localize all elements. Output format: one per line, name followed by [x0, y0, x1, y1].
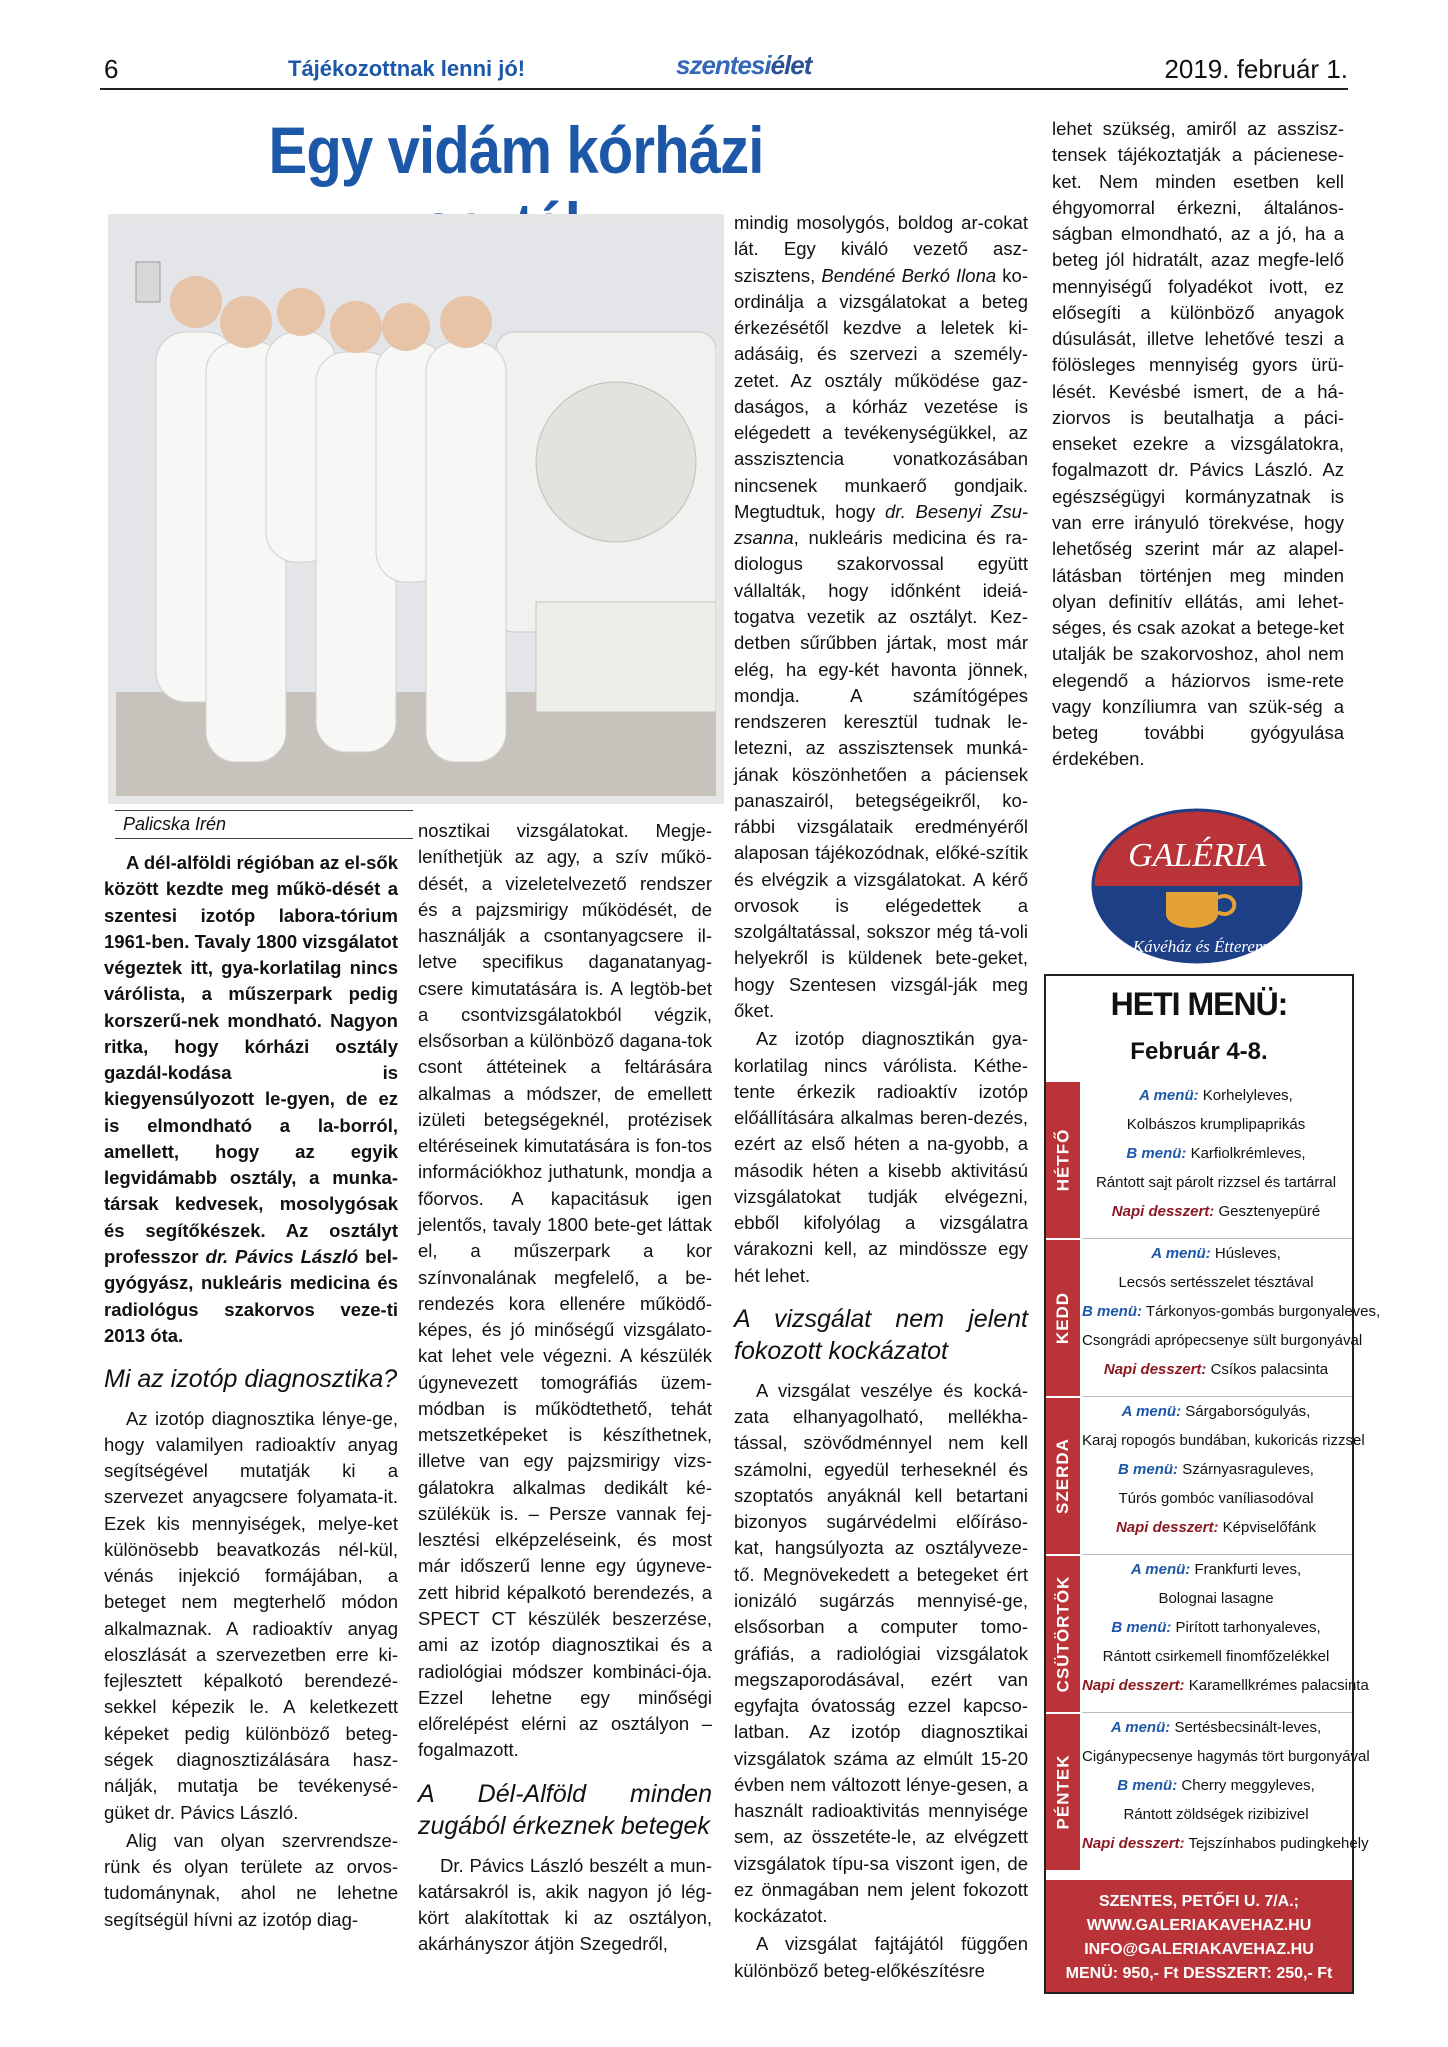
photo-illustration — [116, 222, 716, 796]
day-label: PÉNTEK — [1046, 1714, 1080, 1870]
subheading-2: A Dél-Alföld minden zugából érkeznek betegek — [418, 1779, 712, 1841]
article-column-3 — [734, 210, 1028, 1986]
menu-line: Napi desszert: Csíkos palacsinta — [1103, 1360, 1329, 1378]
masthead-logo: szentesiélet — [676, 50, 812, 80]
article-column-4 — [1052, 116, 1344, 775]
subheading-1: Mi az izotóp diagnosztika? — [104, 1365, 398, 1394]
menu-line: Napi desszert: Tejszínhabos pudingkehely — [1082, 1834, 1369, 1852]
menu-line: B menü: Karfiolkrémleves, — [1126, 1144, 1306, 1162]
menu-line: A menü: Sárgaborsógulyás, — [1121, 1403, 1311, 1420]
paragraph: Alig van olyan szervrendsze-rünk és olyan területe az orvos-tudománynak, ahol ne lehetne segítségül hívni az izotóp diag- — [104, 1829, 398, 1930]
menu-line: Csongrádi aprópecsenye sült burgonyával — [1082, 1331, 1363, 1349]
day-label: CSÜTÖRTÖK — [1046, 1556, 1080, 1712]
page-header — [100, 52, 1348, 90]
menu-line: Bolognai lasagne — [1158, 1589, 1274, 1607]
day-separator — [1082, 1712, 1352, 1713]
paragraph: Az izotóp diagnosztika lénye-ge, hogy valamilyen radioaktív anyag segítségével mutatják ki a szervezet anyagcsere folyamata-it. Ezek kis mennyiségek, melye-ket különösebb beavatkozás nél-kül, vénás injekció formájában, a beteget nem megterhelő módon alkalmaznak. A radioaktív anyag eloszlását a szervezetben erre ki-fejlesztett képalkotó berendezé-sekkel képezik le. A keletkezett képeket pedig különböző beteg-ségek diagnosztizálására hasz-nálják, mutatja be tevékenysé-güket dr. Pávics László. — [104, 1407, 398, 1823]
menu-line: A menü: Húsleves, — [1151, 1245, 1281, 1262]
menu-title: HETI MENÜ: — [1110, 986, 1288, 1022]
paragraph: Dr. Pávics László beszélt a mun-katársakról is, akik nagyon jó lég-kört alakítottak ki az osztályon, akárhányszor átjön Szegedről, — [418, 1854, 712, 1955]
menu-day — [1046, 1398, 1365, 1554]
coffee-cup-icon — [1090, 806, 1304, 972]
menu-line: Rántott csirkemell finomfőzelékkel — [1102, 1647, 1330, 1665]
day-separator — [1082, 1238, 1352, 1239]
menu-line: Napi desszert: Képviselőfánk — [1115, 1518, 1317, 1536]
svg-text:GALÉRIA: GALÉRIA — [1128, 837, 1266, 874]
menu-line: Rántott zöldségek rizibizivel — [1123, 1805, 1309, 1823]
menu-line: A menü: Korhelyleves, — [1139, 1087, 1293, 1104]
menu-line: B menü: Cherry meggyleves, — [1117, 1776, 1315, 1794]
author-byline: Palicska Irén — [115, 810, 413, 839]
day-label: KEDD — [1046, 1240, 1080, 1396]
galeria-logo — [1090, 806, 1304, 972]
day-label: HÉTFŐ — [1046, 1082, 1080, 1238]
paragraph: mindig mosolygós, boldog ar-cokat lát. Egy kiváló vezető asz-szisztens, Bendéné Berkó Ilona ko-ordinálja a vizsgálatokat a beteg érkezésétől kezdve a leletek ki-adásáig, és szervezi a személy-zetet. Az osztály működése gaz-daságos, a kórház vezetése is elégedett a tevékenységükkel, az asszisztencia vonatkozásában nincsenek munkaerő gondjaik. Megtudtuk, hogy dr. Besenyi Zsu-zsanna, nukleáris medicina és ra-diologus szakorvossal együtt vállalták, hogy időnként ideiá-togatva vezetik az osztályt. Kez-detben sűrűbben jártak, most már elég, ha egy-két havonta jönnek, mondja. A számítógépes rendszeren keresztül tudnak le-letezni, az asszisztensek munká-jának köszönhetően a páciensek panaszairól, betegségeikről, ko-rábbi vizsgálataik eredményéről alaposan tájékozódnak, előké-szítik és elvégzik a vizsgálatokat. A kérő orvosok is elégedettek a szolgáltatással, sokszor még tá-voli helyekről is küldenek bete-geket, hogy Szentesen vizsgál-ják meg őket. — [734, 212, 1029, 1021]
header-slogan: Tájékozottnak lenni jó! — [288, 56, 526, 81]
menu-line: Túrós gombóc vaníliasodóval — [1118, 1489, 1314, 1507]
menu-line: A menü: Sertésbecsinált-leves, — [1110, 1719, 1322, 1736]
day-separator — [1082, 1554, 1352, 1555]
menu-line: Napi desszert: Karamellkrémes palacsinta — [1082, 1676, 1369, 1694]
menu-line: B menü: Szárnyasraguleves, — [1118, 1460, 1314, 1478]
menu-line: Cigánypecsenye hagymás tört burgonyával — [1082, 1747, 1370, 1765]
menu-line: B menü: Tárkonyos-gombás burgonyaleves, — [1082, 1302, 1381, 1320]
menu-day — [1046, 1082, 1350, 1238]
page-number: 6 — [104, 54, 119, 84]
paragraph: nosztikai vizsgálatokat. Megje-leníthetjük az agy, a szív műkö-dését, a vizeletelvezető rendszer és a pajzsmirigy működését, de használják a csontanyagcsere il-letve specifikus daganatanyag-csere kimutatására is. A legtöb-bet a csontvizsgálatokból végzik, elsősorban a különböző dagana-tok csont áttéteinek a feltárására alkalmas a módszer, de emellett izületi betegségeknél, protézisek eltéréseinek kimutatására is fon-tos információkhoz juthatunk, mondja a főorvos. A kapacitásuk igen jelentős, tavaly 1800 bete-get láttak el, a műszerpark a kor színvonalának megfelelő, a be-rendezés kora ellenére működő-képes, és jó minőségű vizsgálato-kat lehet vele végezni. A készülék úgynevezett tomográfiás üzem-módban is működtethető, tehát metszetképeket is készíthetnek, illetve van egy pajzsmirigy vizs-gálatokra alkalmas dedikált ké-szülékük is. – Persze vannak fej-lesztési elképzeléseink, és most már időszerű lenne egy úgyneve-zett hibrid képalkotó berendezés, a SPECT CT készülék beszerzése, ami az izotóp diagnosztikai és a radiológiai módszer kombináci-ója. Ezzel lehetne egy minőségi előrelépést elérni az osztályon – fogalmazott. — [418, 820, 712, 1761]
menu-day — [1046, 1240, 1381, 1396]
article-column-1 — [104, 850, 398, 1935]
menu-line: Karaj ropogós bundában, kukoricás rizzsel — [1082, 1431, 1365, 1449]
price-line: MENÜ: 950,- Ft DESSZERT: 250,- Ft — [1065, 1965, 1333, 1982]
email-link[interactable]: INFO@GALERIAKAVEHAZ.HU — [1084, 1941, 1314, 1958]
group-photo — [108, 214, 724, 804]
paragraph: A vizsgálat fajtájától függően különböző beteg-előkészítésre — [734, 1933, 1028, 1981]
weekly-menu-ad — [1044, 974, 1381, 1994]
menu-line: B menü: Pirított tarhonyaleves, — [1111, 1618, 1321, 1636]
menu-line: Lecsós sertésszelet tésztával — [1118, 1273, 1314, 1291]
article-column-2 — [418, 818, 712, 1960]
paragraph: lehet szükség, amiről az asszisz-tensek tájékoztatják a pácienese-ket. Nem minden esetben kell éhgyomorral érkezni, általános-ságban elmondható, az a jó, ha a beteg jól hidratált, azaz megfe-lelő mennyiségű folyadékot ivott, ez elősegíti a különböző anyagok dúsulását, illetve lehetővé teszi a fölösleges mennyiség gyors ürü-lését. Kevésbé ismert, de a há-ziorvos is beutalhatja a páci-enseket ezekre a vizsgálatokra, fogalmazott dr. Pávics László. Az egészségügyi kormányzatnak is van erre irányuló törekvése, hogy lehetőség szerint már az alapel-látásban történjen meg minden olyan definitív ellátás, ami lehet-séges, és csak azokat a betege-ket utalják be szakorvoshoz, ahol nem elegendő a háziorvos isme-rete vagy konzíliumra van szük-ség a beteg további gyógyulása érdekében. — [1052, 118, 1344, 770]
menu-line: Kolbászos krumplipaprikás — [1126, 1115, 1306, 1133]
day-menu-items — [1082, 1556, 1369, 1701]
day-separator — [1082, 1396, 1352, 1397]
day-menu-items — [1082, 1240, 1381, 1385]
day-menu-items — [1082, 1398, 1365, 1543]
menu-date-range: Február 4-8. — [1130, 1038, 1268, 1065]
paragraph: A vizsgálat veszélye és kocká-zata elhanyagolható, mellékha-tással, szövődménnyel nem kell számolni, egyedül terheseknél és szoptatós anyáknál kell betartani bizonyos sugárvédelmi előíráso-kat, hangsúlyozta az osztályveze-tő. Megnövekedett a betegeket ért ionizáló sugárzás mennyisé-ge, elsősorban a computer tomo-gráfiás, a radiológiai vizsgálatok megszaporodásával, ezért van egyfajta óvatosság ezzel kapcso-latban. Az izotóp diagnosztikai vizsgálatok száma az elmúlt 15-20 évben nem változott lénye-gesen, a használt radioaktivitás mennyisége sem, az összetéte-le, az elvégzett vizsgálatok típu-sa viszont igen, de ez önmagában nem jelent fokozott kockázatot. — [734, 1379, 1028, 1927]
day-menu-items — [1082, 1082, 1350, 1227]
svg-text:Kávéház és Étterem: Kávéház és Étterem — [1132, 937, 1268, 956]
menu-line: Rántott sajt párolt rizzsel és tartárral — [1095, 1173, 1337, 1191]
menu-day — [1046, 1714, 1370, 1870]
subheading-3: A vizsgálat nem jelent fokozott kockázatot — [734, 1304, 1028, 1366]
menu-footer — [1046, 1880, 1352, 1992]
menu-day — [1046, 1556, 1369, 1712]
address: SZENTES, PETŐFI U. 7/A.; — [1098, 1893, 1300, 1910]
day-menu-items — [1082, 1714, 1370, 1859]
menu-line: Napi desszert: Gesztenyepüré — [1111, 1202, 1321, 1220]
article-headline: Egy vidám kórházi — [268, 113, 764, 187]
lead-paragraph: A dél-alföldi régióban az el-sők között kezdte meg műkö-dését a szentesi izotóp labora-tórium 1961-ben. Tavaly 1800 vizsgálatot végeztek itt, gya-korlatilag nincs várólista, a műszerpark pedig korszerű-nek mondható. Nagyon ritka, hogy kórházi osztály gazdál-kodása is kiegyensúlyozott le-gyen, de ez is elmondható a la-borról, amellett, hogy az egyik legvidámabb osztály, a munka-társak kedvesek, mosolygósak és segítőkészek. Az osztályt professzor dr. Pávics László bel-gyógyász, nukleáris medicina és radiológus szakorvos veze-ti 2013 óta. — [104, 852, 399, 1346]
issue-date: 2019. február 1. — [1164, 54, 1348, 84]
day-label: SZERDA — [1046, 1398, 1080, 1554]
paragraph: Az izotóp diagnosztikán gya-korlatilag nincs várólista. Kéthe-tente érkezik radioaktív izotóp előállítására alkalmas beren-dezés, ezért az első héten a na-gyobb, a második héten a kisebb aktivitású vizsgálatokat tudják elvégezni, ebből kifolyólag a vizsgálatra várakozni kell, az mindössze egy hét lehet. — [734, 1028, 1028, 1286]
menu-line: A menü: Frankfurti leves, — [1130, 1561, 1302, 1578]
website-link[interactable]: WWW.GALERIAKAVEHAZ.HU — [1086, 1917, 1312, 1934]
